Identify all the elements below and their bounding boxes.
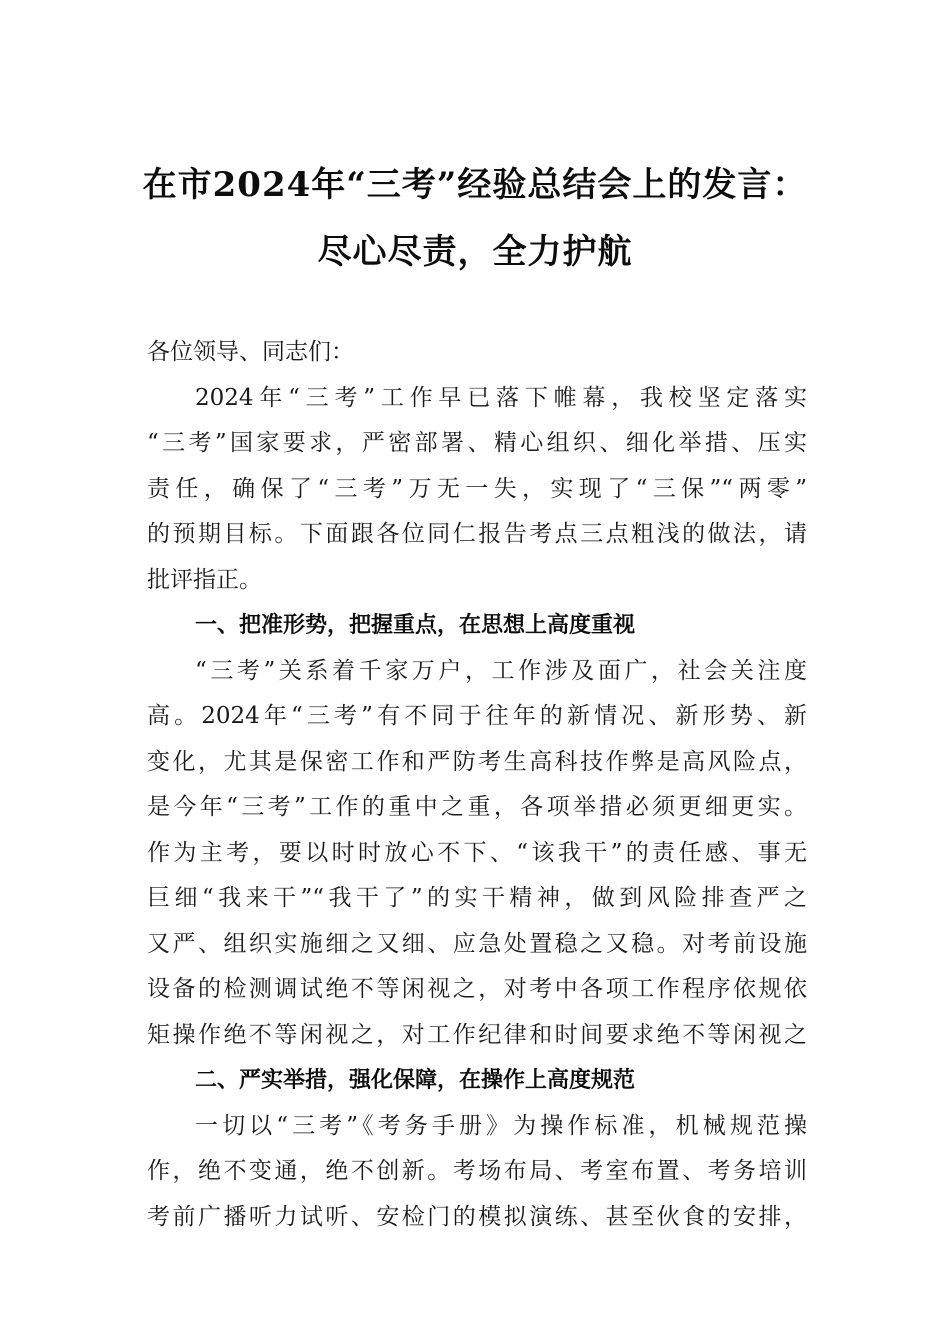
document-title-line-2: 尽心尽责，全力护航 — [317, 232, 633, 272]
paragraph-line: 巨细“我来干”“我干了”的实干精神，做到风险排查严之 — [147, 885, 807, 911]
paragraph-line: 2024年“三考”工作早已落下帷幕，我校坚定落实 — [195, 384, 807, 411]
document-body — [147, 330, 807, 1240]
document-title-line-1: 在市2024年“三考”经验总结会上的发言： — [142, 165, 808, 205]
salutation: 各位领导、同志们： — [147, 339, 354, 365]
paragraph-line: 矩操作绝不等闲视之，对工作纪律和时间要求绝不等闲视之 — [147, 1021, 807, 1048]
paragraph-line: 变化，尤其是保密工作和严防考生高科技作弊是高风险点， — [147, 748, 807, 775]
paragraph-line: 一切以“三考”《考务手册》为操作标准，机械规范操 — [195, 1112, 807, 1139]
paragraph-line: 的预期目标。下面跟各位同仁报告考点三点粗浅的做法，请 — [147, 521, 807, 547]
section-heading-2: 二、严实举措，强化保障，在操作上高度规范 — [195, 1068, 636, 1093]
paragraph-line: 设备的检测调试绝不等闲视之，对考中各项工作程序依规依 — [147, 976, 807, 1002]
paragraph-line: “三考”关系着千家万户，工作涉及面广，社会关注度 — [195, 657, 807, 684]
paragraph-line: 作为主考，要以时时放心不下、“该我干”的责任感、事无 — [147, 839, 807, 866]
paragraph-line: 作，绝不变通，绝不创新。考场布局、考室布置、考务培训 — [147, 1158, 807, 1184]
paragraph-line: 责任，确保了“三考”万无一失，实现了“三保”“两零” — [147, 475, 807, 502]
paragraph-line: “三考”国家要求，严密部署、精心组织、细化举措、压实 — [147, 430, 807, 456]
paragraph-line: 又严、组织实施细之又细、应急处置稳之又稳。对考前设施 — [147, 930, 807, 957]
section-heading-1: 一、把准形势，把握重点，在思想上高度重视 — [195, 613, 636, 638]
paragraph-line: 是今年“三考”工作的重中之重，各项举措必须更细更实。 — [147, 794, 807, 820]
paragraph-line: 考前广播听力试听、安检门的模拟演练、甚至伙食的安排， — [147, 1203, 807, 1230]
paragraph-line: 高。2024年“三考”有不同于往年的新情况、新形势、新 — [147, 703, 807, 729]
paragraph-line: 批评指正。 — [147, 566, 262, 593]
